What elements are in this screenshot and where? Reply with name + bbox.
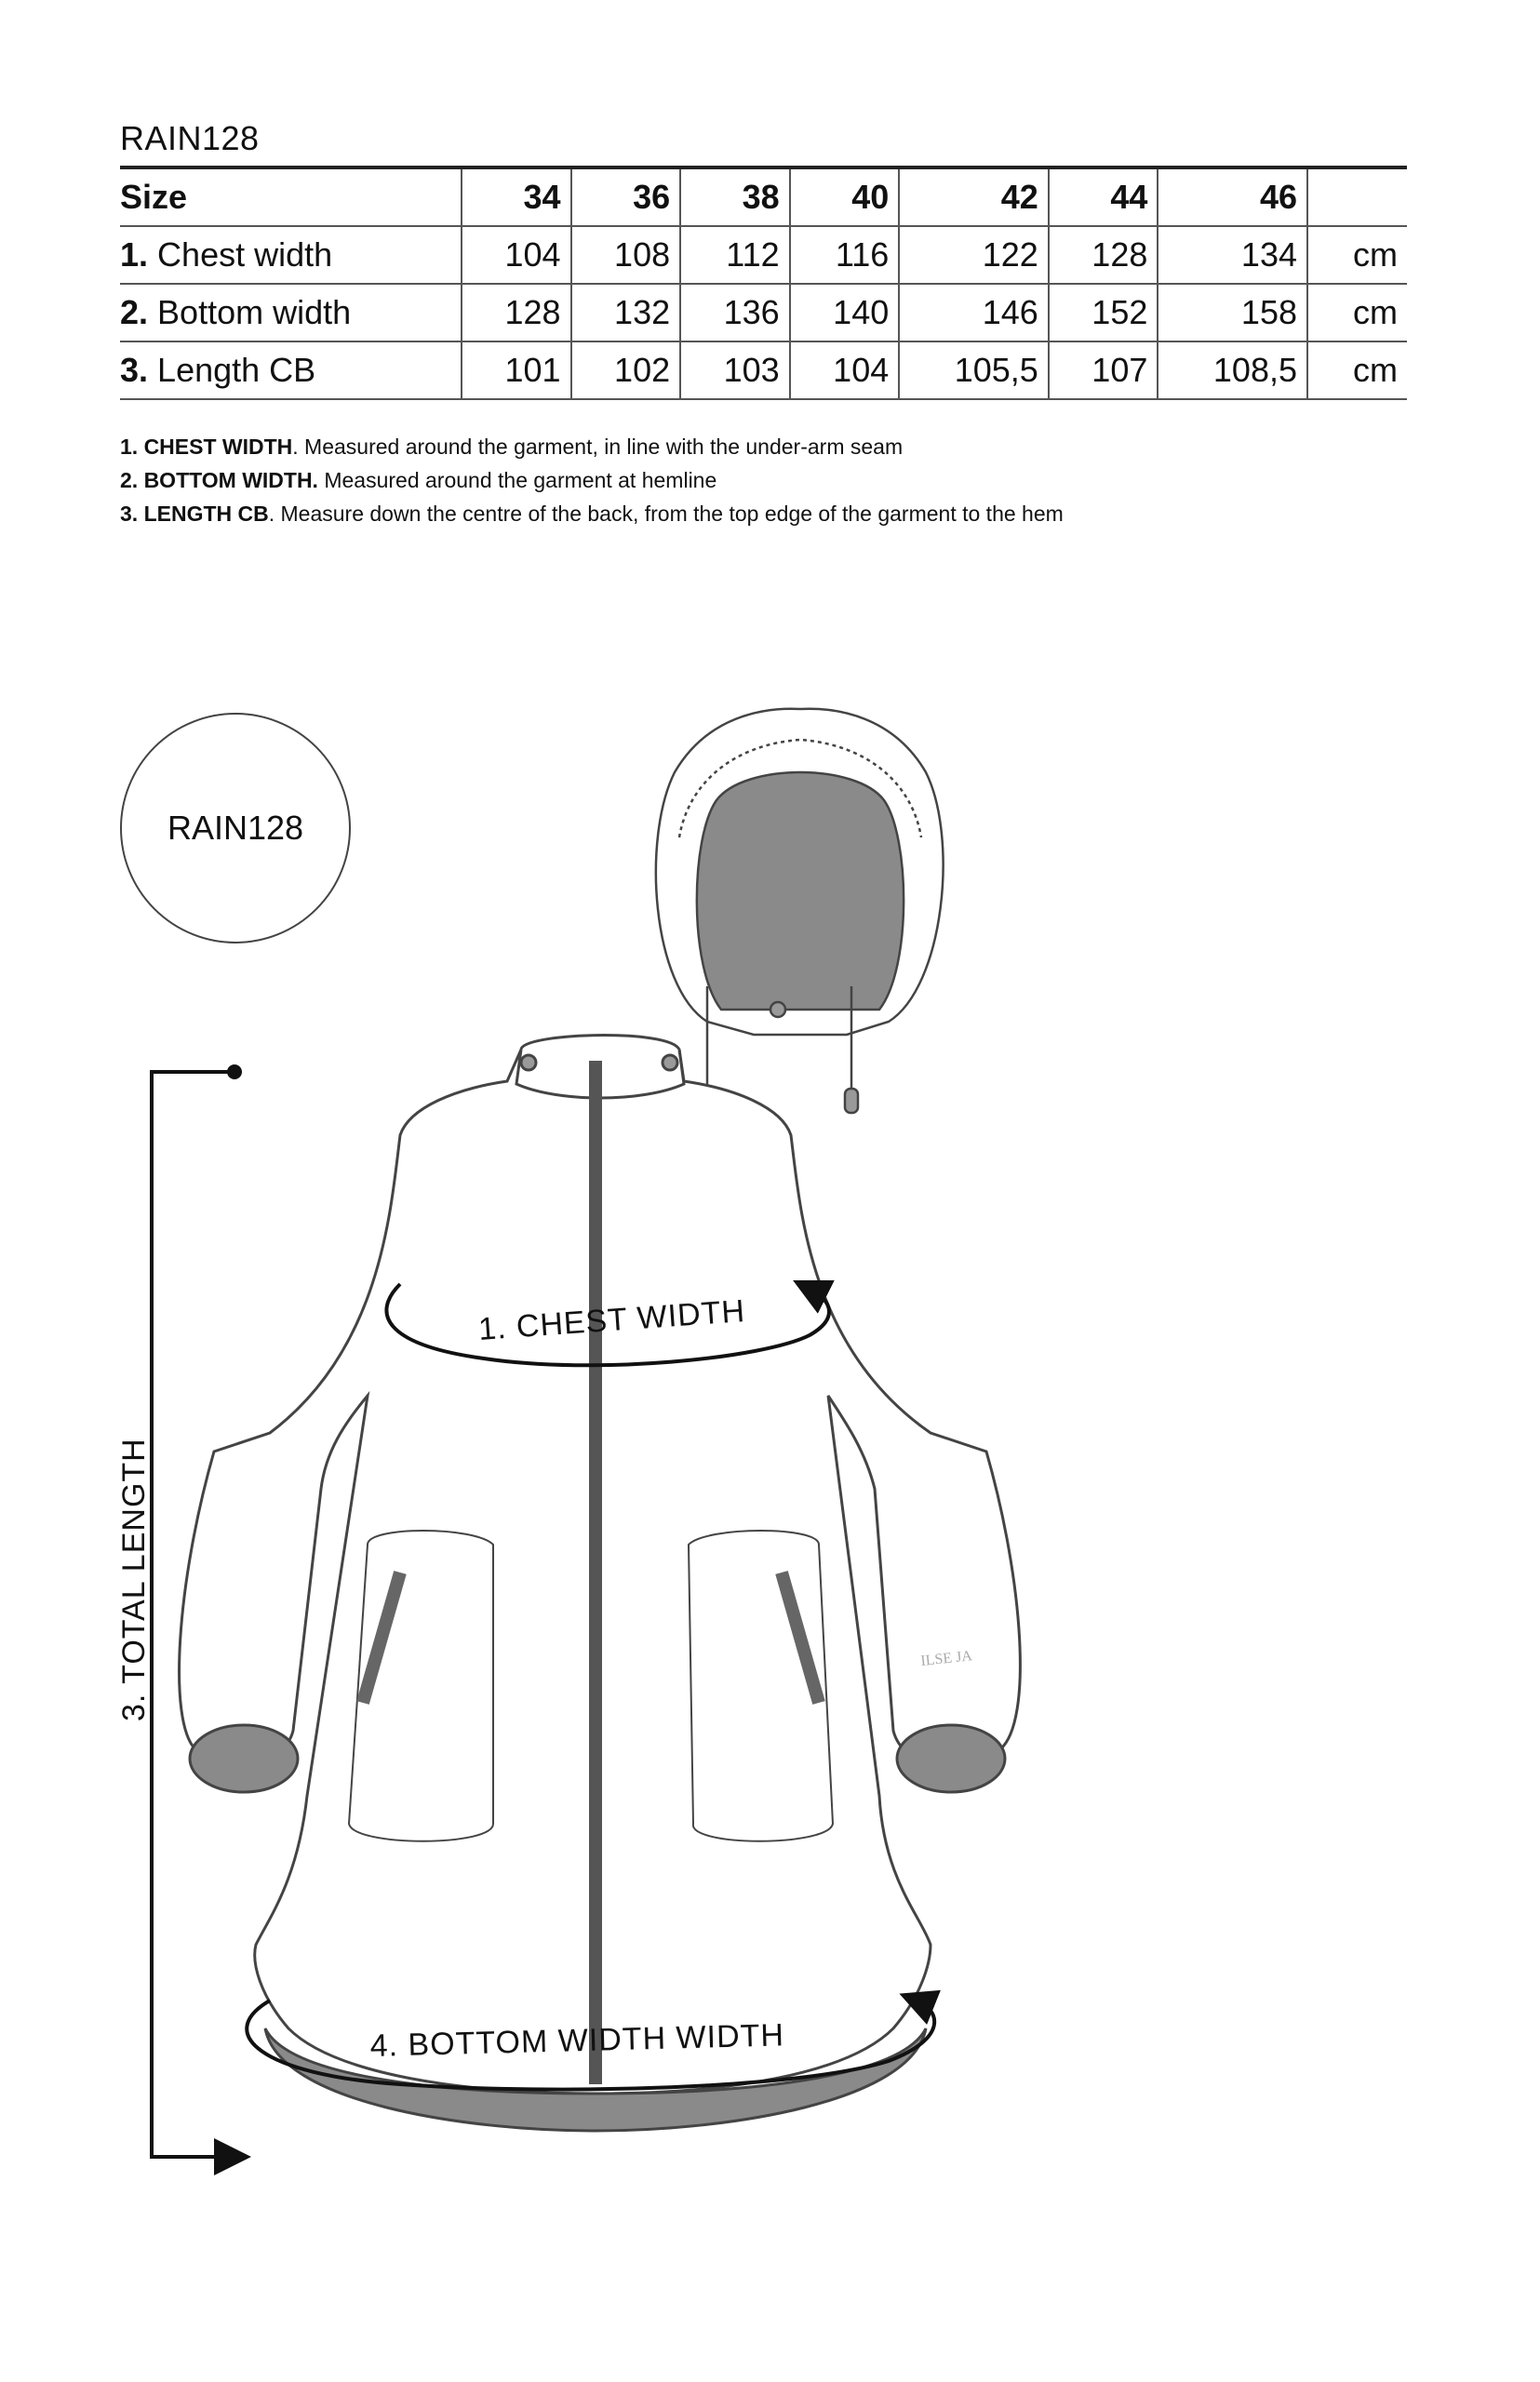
table-cell: 136 bbox=[680, 284, 790, 341]
table-cell: 122 bbox=[899, 226, 1049, 284]
hood-drawing bbox=[656, 709, 944, 1113]
note-text: . Measure down the centre of the back, from the top edge of the garment to the hem bbox=[268, 502, 1064, 526]
row-number: 2. bbox=[120, 293, 149, 331]
table-cell: 146 bbox=[899, 284, 1049, 341]
header-cell: 44 bbox=[1049, 167, 1158, 226]
row-label-text: Chest width bbox=[157, 235, 333, 274]
bottom-label: 4. BOTTOM WIDTH WIDTH bbox=[369, 2017, 785, 2064]
brand-mark: ILSE JA bbox=[919, 1648, 973, 1669]
unit-cell: cm bbox=[1307, 226, 1407, 284]
table-cell: 108,5 bbox=[1158, 341, 1307, 399]
header-cell: 34 bbox=[462, 167, 571, 226]
table-cell: 104 bbox=[462, 226, 571, 284]
badge-text: RAIN128 bbox=[167, 809, 304, 847]
table-cell: 102 bbox=[571, 341, 681, 399]
table-cell: 158 bbox=[1158, 284, 1307, 341]
note-key: 1. CHEST WIDTH bbox=[120, 435, 293, 459]
chest-label: 1. CHEST WIDTH bbox=[476, 1293, 747, 1347]
table-cell: 152 bbox=[1049, 284, 1158, 341]
table-cell: 128 bbox=[462, 284, 571, 341]
row-label-text: Length CB bbox=[157, 351, 316, 389]
table-cell: 128 bbox=[1049, 226, 1158, 284]
header-cell: 38 bbox=[680, 167, 790, 226]
header-cell: 40 bbox=[790, 167, 900, 226]
length-label: 3. TOTAL LENGTH bbox=[116, 1438, 152, 1721]
header-cell: 42 bbox=[899, 167, 1049, 226]
right-cuff bbox=[897, 1725, 1005, 1792]
table-cell: 134 bbox=[1158, 226, 1307, 284]
table-cell: 132 bbox=[571, 284, 681, 341]
table-cell: 116 bbox=[790, 226, 900, 284]
unit-cell: cm bbox=[1307, 341, 1407, 399]
unit-cell: cm bbox=[1307, 284, 1407, 341]
product-title: RAIN128 bbox=[120, 119, 260, 157]
header-cell: Size bbox=[120, 167, 462, 226]
note-key: 3. LENGTH CB bbox=[120, 502, 269, 526]
hood-inner bbox=[697, 772, 904, 1010]
table-cell: 101 bbox=[462, 341, 571, 399]
table-cell: 104 bbox=[790, 341, 900, 399]
left-cuff bbox=[190, 1725, 298, 1792]
note-text: . Measured around the garment, in line with the under-arm seam bbox=[292, 435, 904, 459]
header-cell: 36 bbox=[571, 167, 681, 226]
row-label-text: Bottom width bbox=[157, 293, 352, 331]
row-number: 1. bbox=[120, 235, 149, 274]
table-cell: 105,5 bbox=[899, 341, 1049, 399]
row-number: 3. bbox=[120, 351, 149, 389]
note-text: Measured around the garment at hemline bbox=[317, 468, 717, 492]
coat-drawing bbox=[180, 1036, 1021, 2131]
table-cell: 112 bbox=[680, 226, 790, 284]
table-cell: 107 bbox=[1049, 341, 1158, 399]
table-cell: 140 bbox=[790, 284, 900, 341]
hood-button bbox=[770, 1002, 785, 1017]
header-cell: 46 bbox=[1158, 167, 1307, 226]
table-cell: 108 bbox=[571, 226, 681, 284]
note-key: 2. BOTTOM WIDTH. bbox=[120, 468, 318, 492]
table-cell: 103 bbox=[680, 341, 790, 399]
